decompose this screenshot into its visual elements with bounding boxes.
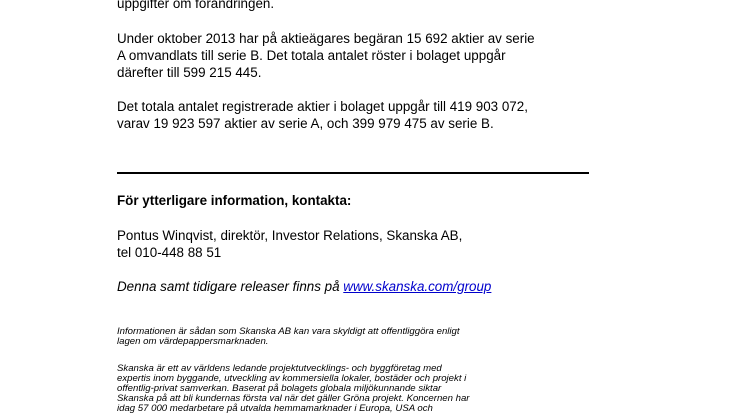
conversion-line-2: A omvandlats till serie B. Det totala antalet röster i bolaget uppgår bbox=[117, 48, 506, 63]
about-line-5: idag 57 000 medarbetare på utvalda hemmamarknader i Europa, USA och bbox=[117, 403, 433, 414]
conversion-line-3: därefter till 599 215 445. bbox=[117, 65, 262, 80]
about-line-4: Skanska på att bli kundernas första val när det gäller Gröna projekt. Koncernen har bbox=[117, 393, 470, 404]
contact-phone: tel 010-448 88 51 bbox=[117, 245, 222, 260]
contact-heading: För ytterligare information, kontakta: bbox=[117, 193, 352, 208]
contact-person-line-1: Pontus Winqvist, direktör, Investor Relations, Skanska AB, bbox=[117, 228, 463, 243]
section-divider bbox=[117, 172, 589, 174]
about-line-2: expertis inom byggande, utveckling av kommersiella lokaler, bostäder och projekt i bbox=[117, 373, 467, 384]
skanska-group-link[interactable]: www.skanska.com/group bbox=[343, 279, 492, 294]
disclaimer-line-1: Informationen är sådan som Skanska AB kan vara skyldigt att offentliggöra enligt bbox=[117, 326, 460, 337]
intro-tail-text: uppgifter om förändringen. bbox=[117, 0, 275, 11]
releases-sentence bbox=[117, 279, 491, 295]
disclaimer-line-2: lagen om värdepappersmarknaden. bbox=[117, 336, 269, 347]
total-shares-line-2: varav 19 923 597 aktier av serie A, och 399 979 475 av serie B. bbox=[117, 116, 494, 131]
releases-text: Denna samt tidigare releaser finns på bbox=[117, 279, 344, 294]
about-line-1: Skanska är ett av världens ledande projektutvecklings- och byggföretag med bbox=[117, 363, 442, 374]
about-line-3: offentlig-privat samverkan. Baserat på bolagets globala miljökunnande siktar bbox=[117, 383, 442, 394]
conversion-line-1: Under oktober 2013 har på aktieägares begäran 15 692 aktier av serie bbox=[117, 31, 535, 46]
total-shares-line-1: Det totala antalet registrerade aktier i bolaget uppgår till 419 903 072, bbox=[117, 99, 528, 114]
